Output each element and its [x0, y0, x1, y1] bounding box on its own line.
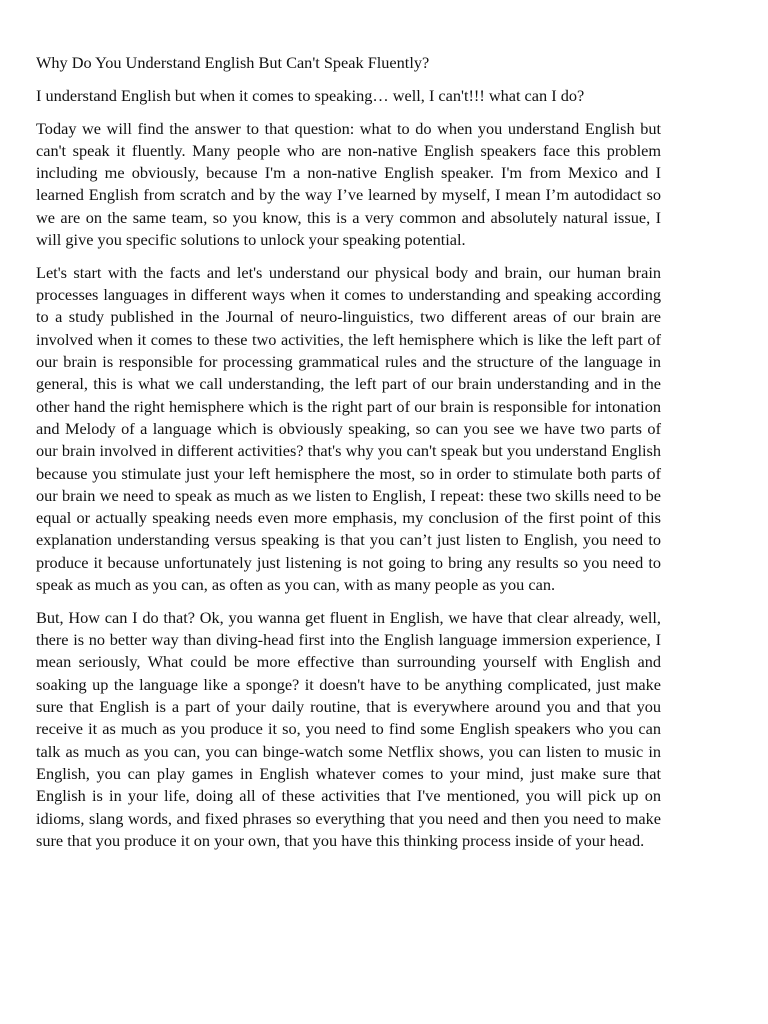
document-page	[36, 52, 661, 863]
paragraph-intro: Today we will find the answer to that question: what to do when you understand English but can't speak it fluently. Many people who are non-native English speakers face this problem including me obviously, because I'm a non-native English speaker. I'm from Mexico and I learned English from scratch and by the way I’ve learned by myself, I mean I’m autodidact so we are on the same team, so you know, this is a very common and absolutely natural issue, I will give you specific solutions to unlock your speaking potential.	[36, 118, 661, 250]
paragraph-brain-facts: Let's start with the facts and let's understand our physical body and brain, our human brain processes languages in different ways when it comes to understanding and speaking according to a study published in the Journal of neuro-linguistics, two different areas of our brain are involved when it comes to these two activities, the left hemisphere which is like the left part of our brain is responsible for processing grammatical rules and the structure of the language in general, this is what we call understanding, the left part of our brain understanding and in the other hand the right hemisphere which is the right part of our brain is responsible for intonation and Melody of a language which is obviously speaking, so can you see we have two parts of our brain involved in different activities? that's why you can't speak but you understand English because you stimulate just your left hemisphere the most, so in order to stimulate both parts of our brain we need to speak as much as we listen to English, I repeat: these two skills need to be equal or actually speaking needs even more emphasis, my conclusion of the first point of this explanation understanding versus speaking is that you can’t just listen to English, you need to produce it because unfortunately just listening is not going to bring any results so you need to speak as much as you can, as often as you can, with as many people as you can.	[36, 262, 661, 595]
document-title: Why Do You Understand English But Can't Speak Fluently?	[36, 53, 430, 72]
document-subtitle: I understand English but when it comes to speaking… well, I can't!!! what can I do?	[36, 85, 585, 105]
paragraph-immersion: But, How can I do that? Ok, you wanna get fluent in English, we have that clear already, well, there is no better way than diving-head first into the English language immersion experience, I mean seriously, What could be more effective than surrounding yourself with English and soaking up the language like a sponge? it doesn't have to be anything complicated, just make sure that English is a part of your daily routine, that is everywhere around you and that you receive it as much as you produce it so, you need to find some English speakers who you can talk as much as you can, you can binge-watch some Netflix shows, you can listen to music in English, you can play games in English whatever comes to your mind, just make sure that English is in your life, doing all of these activities that I've mentioned, you will pick up on idioms, slang words, and fixed phrases so everything that you need and then you need to make sure that you produce it on your own, that you have this thinking process inside of your head.	[36, 607, 661, 850]
